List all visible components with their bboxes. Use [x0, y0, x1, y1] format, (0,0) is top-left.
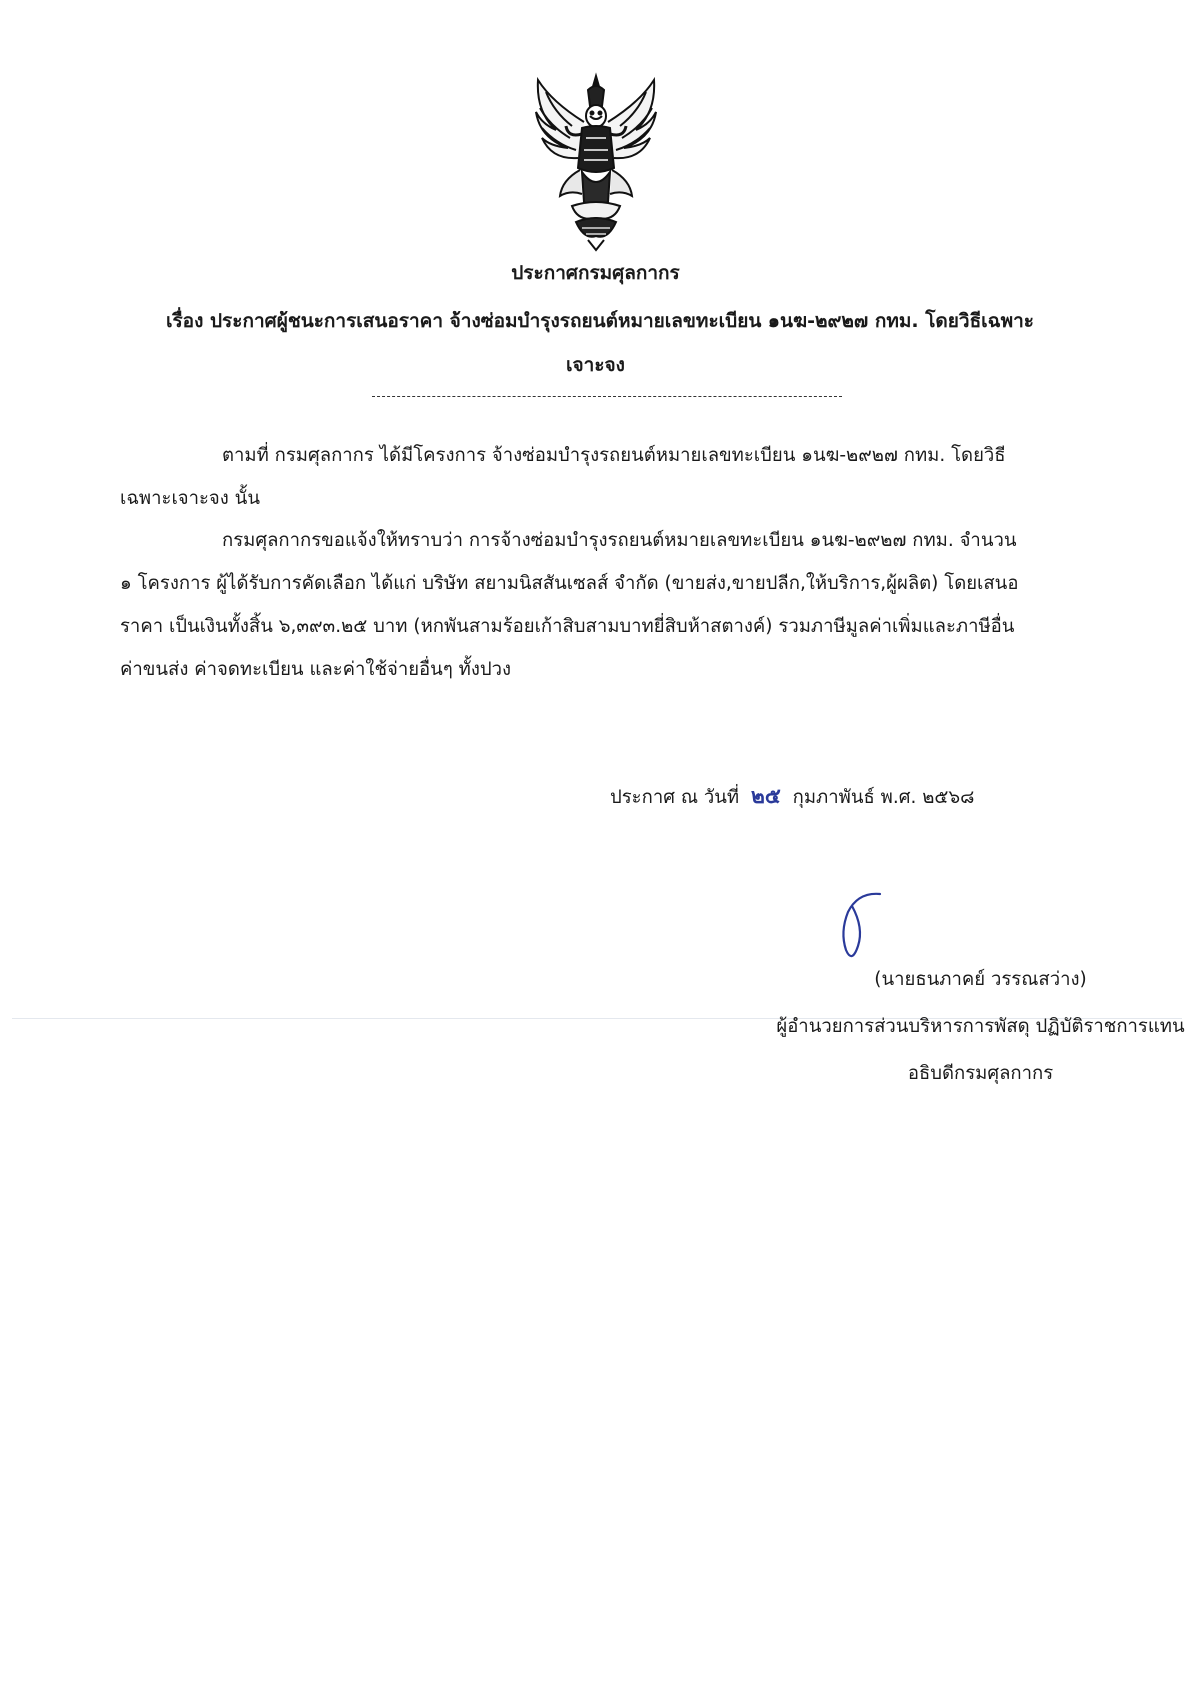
separator-line	[372, 396, 842, 397]
date-prefix: ประกาศ ณ วันที่	[610, 787, 740, 808]
announcement-date	[610, 780, 974, 813]
signer-position: ผู้อำนวยการส่วนบริหารการพัสดุ ปฏิบัติราชการแทน	[776, 1016, 1185, 1037]
paragraph-2-line-4: ค่าขนส่ง ค่าจดทะเบียน และค่าใช้จ่ายอื่นๆ ทั้งปวง	[120, 659, 512, 680]
subject-line-1: เรื่อง ประกาศผู้ชนะการเสนอราคา จ้างซ่อมบำรุงรถยนต์หมายเลขทะเบียน ๑นฆ-๒๙๒๗ กทม. โดยวิธีเฉพาะ	[165, 310, 1035, 332]
paragraph-1-line-1: ตามที่ กรมศุลกากร ได้มีโครงการ จ้างซ่อมบำรุงรถยนต์หมายเลขทะเบียน ๑นฆ-๒๙๒๗ กทม. โดยวิธี	[222, 445, 1006, 466]
paragraph-2-line-2: ๑ โครงการ ผู้ได้รับการคัดเลือก ได้แก่ บริษัท สยามนิสสันเซลส์ จำกัด (ขายส่ง,ขายปลีก,ให้บริการ,ผู้ผลิต) โดยเสนอ	[120, 573, 1019, 594]
date-day-handwritten: ๒๕	[751, 784, 781, 808]
subject-line-2: เจาะจง	[566, 354, 625, 376]
paragraph-2-line-3: ราคา เป็นเงินทั้งสิ้น ๖,๓๙๓.๒๕ บาท (หกพันสามร้อยเก้าสิบสามบาทยี่สิบห้าสตางค์) รวมภาษีมูลค่าเพิ่มและภาษีอื่น	[120, 616, 1015, 637]
signer-name: (นายธนภาคย์ วรรณสว่าง)	[874, 969, 1087, 990]
paragraph-1-line-2: เฉพาะเจาะจง นั้น	[120, 488, 260, 509]
handwritten-signature	[818, 888, 888, 966]
signer-position-2: อธิบดีกรมศุลกากร	[907, 1063, 1054, 1084]
announcement-title: ประกาศกรมศุลกากร	[511, 262, 680, 284]
paragraph-2-line-1: กรมศุลกากรขอแจ้งให้ทราบว่า การจ้างซ่อมบำรุงรถยนต์หมายเลขทะเบียน ๑นฆ-๒๙๒๗ กทม. จำนวน	[222, 530, 1017, 551]
garuda-emblem	[532, 72, 660, 252]
date-month-year: กุมภาพันธ์ พ.ศ. ๒๕๖๘	[792, 787, 975, 808]
